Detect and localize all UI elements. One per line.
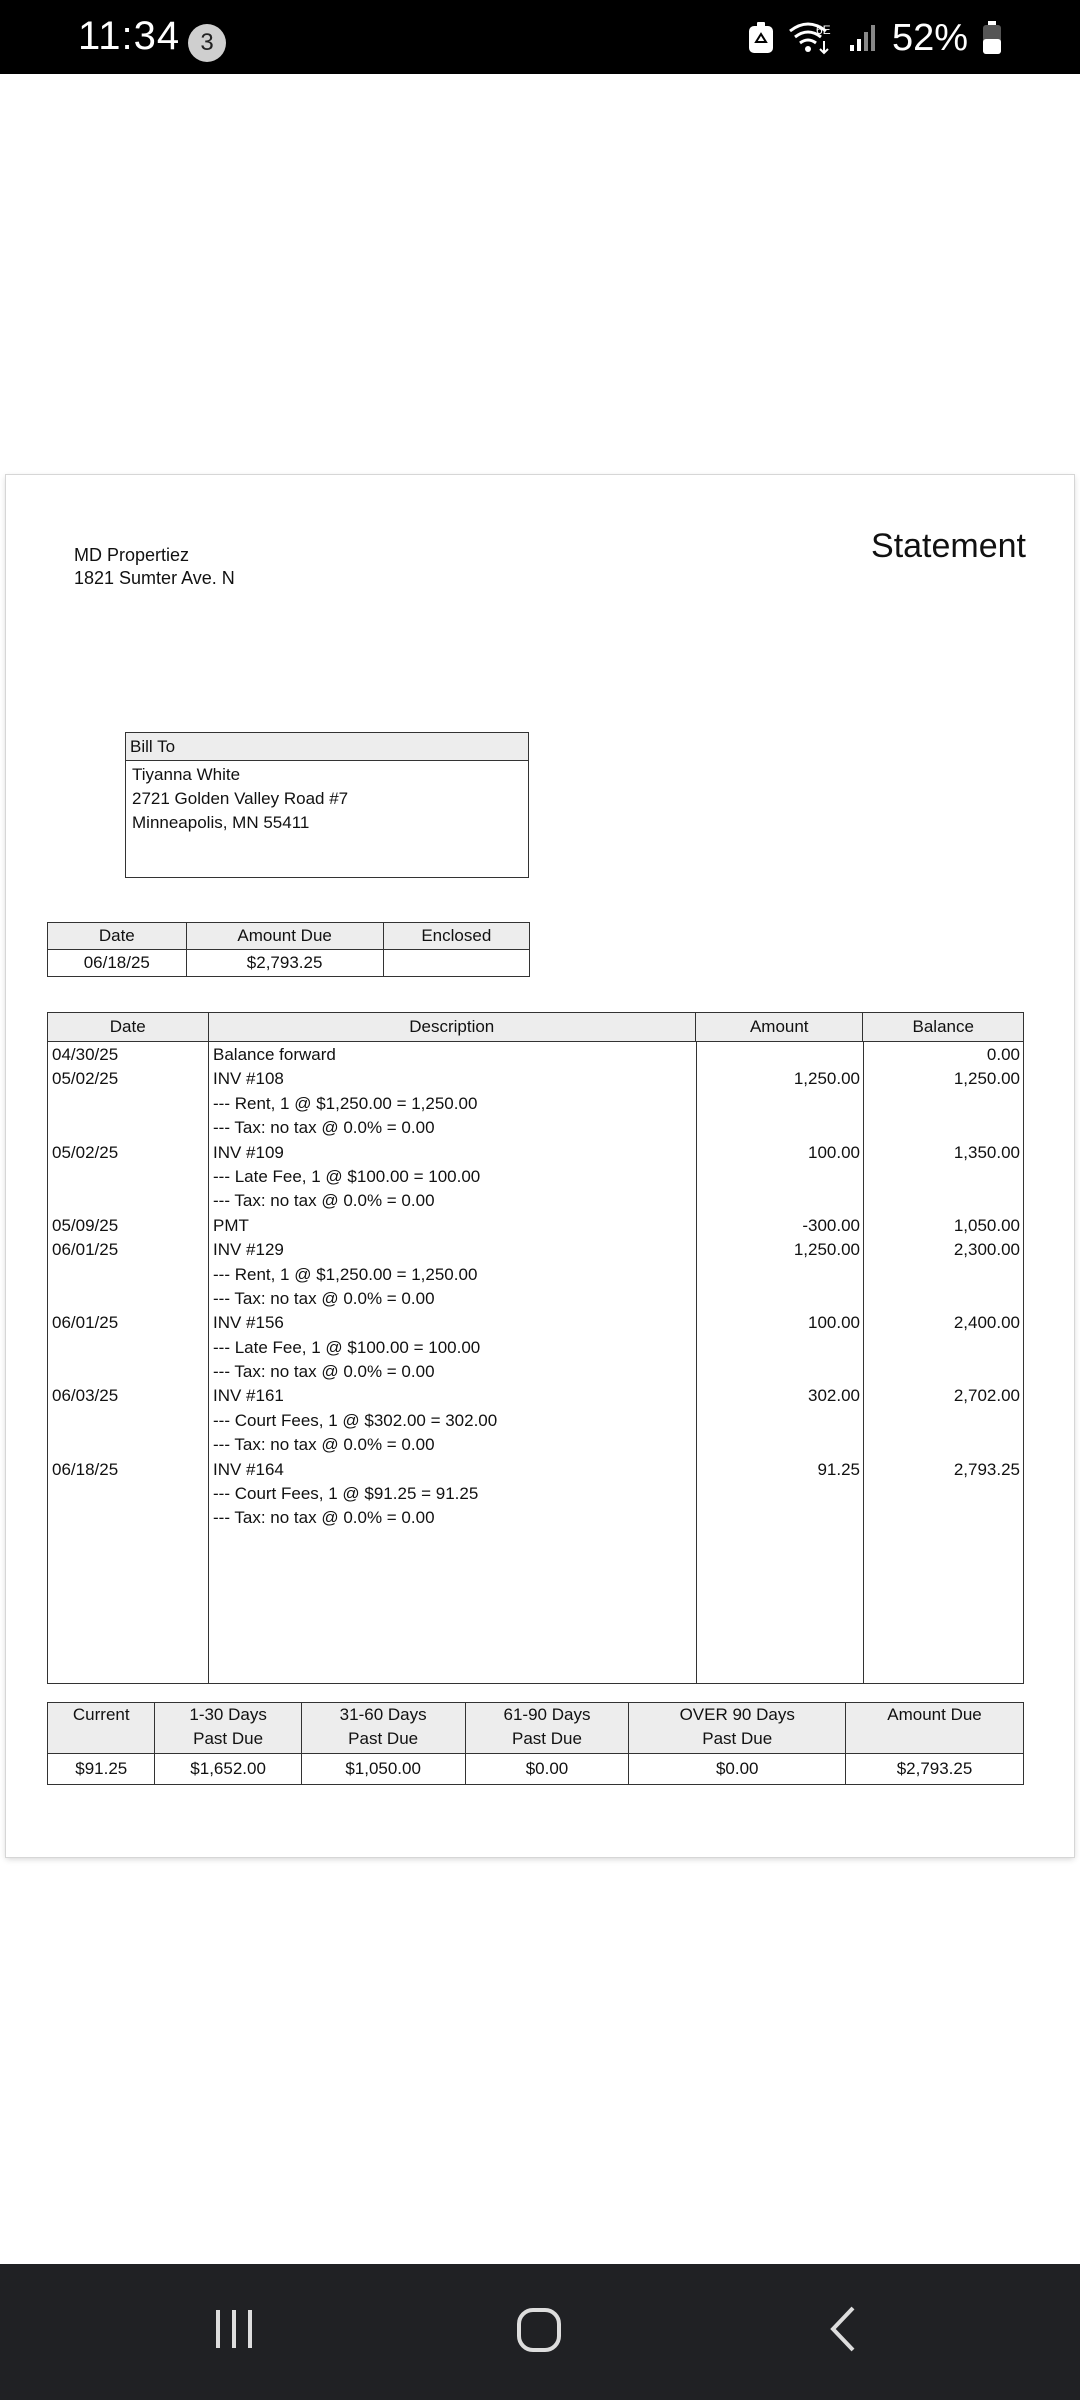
cell-amount	[696, 1433, 863, 1457]
header-date: Date	[48, 1013, 209, 1041]
cell-balance: 1,050.00	[953, 1215, 1020, 1235]
cell-description: --- Tax: no tax @ 0.0% = 0.00	[213, 1508, 435, 1528]
cell-date: 06/01/25	[52, 1313, 119, 1333]
cell-date: 05/09/25	[52, 1215, 119, 1235]
cell-amount: 100.00	[808, 1313, 860, 1333]
cell-date	[48, 1287, 208, 1311]
table-row	[48, 1384, 1023, 1408]
cell-date	[48, 1116, 208, 1140]
cell-amount: -300.00	[802, 1215, 860, 1235]
remit-header-amount-due: Amount Due	[186, 923, 383, 950]
cell-amount	[696, 1506, 863, 1530]
cell-amount	[696, 1409, 863, 1433]
cell-description: INV #164	[213, 1459, 284, 1479]
cell-amount	[696, 1263, 863, 1287]
cell-balance	[863, 1116, 1023, 1140]
status-icons	[748, 18, 1002, 58]
cell-amount: 91.25	[817, 1459, 860, 1479]
cell-balance	[863, 1409, 1023, 1433]
table-row	[48, 1360, 1023, 1384]
table-row	[48, 1214, 1023, 1238]
recycle-icon	[748, 22, 774, 54]
cell-balance: 1,350.00	[953, 1142, 1020, 1162]
aging-header-line: Amount Due	[887, 1705, 982, 1724]
cell-date: 06/01/25	[52, 1240, 119, 1260]
table-row	[48, 1238, 1023, 1262]
cell-amount	[696, 1360, 863, 1384]
aging-value: $91.25	[48, 1754, 155, 1785]
cell-balance	[863, 1287, 1023, 1311]
cell-date	[48, 1360, 208, 1384]
cell-description: INV #129	[213, 1240, 284, 1260]
cell-date	[48, 1506, 208, 1530]
cell-description: --- Tax: no tax @ 0.0% = 0.00	[213, 1118, 435, 1138]
battery-percent: 52%	[891, 16, 968, 59]
remit-enclosed	[383, 950, 529, 977]
aging-header	[465, 1703, 629, 1754]
cell-description: PMT	[213, 1215, 249, 1235]
cell-balance: 2,400.00	[953, 1313, 1020, 1333]
notification-count-badge: 3	[188, 24, 226, 62]
bill-to-box	[125, 732, 529, 878]
recents-icon[interactable]	[212, 2304, 258, 2359]
cell-balance	[863, 1506, 1023, 1530]
cell-balance	[863, 1433, 1023, 1457]
home-icon[interactable]	[515, 2304, 565, 2359]
cell-amount	[696, 1287, 863, 1311]
table-row	[48, 1189, 1023, 1213]
cell-date: 04/30/25	[52, 1045, 119, 1064]
bill-to-city: Minneapolis, MN 55411	[132, 813, 310, 832]
clock: 11:34	[78, 14, 181, 58]
cell-date: 06/03/25	[52, 1386, 119, 1406]
cell-description: --- Court Fees, 1 @ $302.00 = 302.00	[213, 1410, 498, 1430]
company-block	[74, 544, 235, 590]
cell-amount	[696, 1043, 863, 1067]
cell-date: 05/02/25	[52, 1142, 119, 1162]
company-name: MD Propertiez	[74, 545, 190, 565]
transactions-table	[47, 1012, 1024, 1684]
cell-date	[48, 1433, 208, 1457]
table-row	[48, 1067, 1023, 1091]
table-row	[48, 1287, 1023, 1311]
aging-header-line: 1-30 Days	[189, 1705, 267, 1724]
aging-header-line: Past Due	[348, 1729, 419, 1748]
cell-description: --- Late Fee, 1 @ $100.00 = 100.00	[213, 1166, 481, 1186]
transactions-header	[48, 1013, 1023, 1042]
cell-amount	[696, 1482, 863, 1506]
navigation-bar	[0, 2264, 1080, 2400]
back-icon[interactable]	[825, 2304, 861, 2359]
status-bar	[0, 0, 1080, 74]
cell-description: INV #161	[213, 1386, 284, 1406]
aging-header-line: 31-60 Days	[339, 1705, 427, 1724]
cell-description: --- Late Fee, 1 @ $100.00 = 100.00	[213, 1337, 481, 1357]
table-row	[48, 1482, 1023, 1506]
table-row	[48, 1141, 1023, 1165]
table-row	[48, 1092, 1023, 1116]
aging-value: $2,793.25	[846, 1754, 1024, 1785]
cell-balance	[863, 1360, 1023, 1384]
cell-date	[48, 1165, 208, 1189]
remit-amount-due: $2,793.25	[186, 950, 383, 977]
table-row	[48, 1433, 1023, 1457]
cell-balance: 2,702.00	[953, 1386, 1020, 1406]
table-row	[48, 1336, 1023, 1360]
battery-icon	[982, 21, 1002, 55]
cell-balance: 1,250.00	[953, 1069, 1020, 1089]
cell-description: --- Tax: no tax @ 0.0% = 0.00	[213, 1191, 435, 1211]
statement-document	[6, 475, 1074, 1857]
cell-description: INV #108	[213, 1069, 284, 1089]
table-row	[48, 1458, 1023, 1482]
cell-amount	[696, 1189, 863, 1213]
cell-amount	[696, 1092, 863, 1116]
header-description: Description	[209, 1013, 697, 1041]
document-title: Statement	[871, 527, 1026, 565]
bill-to-name: Tiyanna White	[132, 765, 241, 784]
cell-balance	[863, 1165, 1023, 1189]
cell-amount: 100.00	[808, 1142, 860, 1162]
remit-header-enclosed: Enclosed	[383, 923, 529, 950]
bill-to-heading: Bill To	[126, 733, 528, 761]
transactions-rows	[48, 1043, 1023, 1531]
cell-description: --- Rent, 1 @ $1,250.00 = 1,250.00	[213, 1264, 478, 1284]
aging-header-line: 61-90 Days	[503, 1705, 591, 1724]
company-address: 1821 Sumter Ave. N	[74, 568, 235, 588]
cell-date	[48, 1189, 208, 1213]
cell-date	[48, 1092, 208, 1116]
cell-description: Balance forward	[213, 1045, 336, 1064]
cell-balance: 2,793.25	[953, 1459, 1020, 1479]
cell-balance: 0.00	[986, 1045, 1020, 1064]
cell-description: --- Court Fees, 1 @ $91.25 = 91.25	[213, 1484, 479, 1504]
cell-balance	[863, 1092, 1023, 1116]
cell-description: --- Tax: no tax @ 0.0% = 0.00	[213, 1362, 435, 1382]
aging-header-line: Past Due	[702, 1729, 773, 1748]
bill-to-street: 2721 Golden Valley Road #7	[132, 789, 349, 808]
aging-header	[155, 1703, 301, 1754]
cell-description: --- Tax: no tax @ 0.0% = 0.00	[213, 1288, 435, 1308]
cell-description: INV #156	[213, 1313, 284, 1333]
table-row	[48, 1165, 1023, 1189]
cell-amount	[696, 1116, 863, 1140]
cell-date	[48, 1482, 208, 1506]
cell-amount: 1,250.00	[793, 1240, 860, 1260]
aging-value: $0.00	[629, 1754, 846, 1785]
table-row	[48, 1409, 1023, 1433]
aging-value: $1,050.00	[301, 1754, 465, 1785]
aging-header-line: Past Due	[193, 1729, 264, 1748]
remit-date: 06/18/25	[48, 950, 187, 977]
aging-header-line: Current	[72, 1705, 130, 1724]
signal-icon	[848, 23, 878, 53]
header-balance: Balance	[912, 1017, 974, 1036]
table-row	[48, 1263, 1023, 1287]
cell-amount: 1,250.00	[793, 1069, 860, 1089]
cell-date	[48, 1263, 208, 1287]
cell-description: --- Rent, 1 @ $1,250.00 = 1,250.00	[213, 1093, 478, 1113]
cell-amount: 302.00	[808, 1386, 860, 1406]
aging-header-line: Past Due	[512, 1729, 582, 1748]
table-row	[48, 1311, 1023, 1335]
aging-value: $1,652.00	[155, 1754, 301, 1785]
cell-description: --- Tax: no tax @ 0.0% = 0.00	[213, 1435, 435, 1455]
cell-balance	[863, 1263, 1023, 1287]
table-row	[48, 1116, 1023, 1140]
cell-date: 05/02/25	[52, 1069, 119, 1089]
aging-value: $0.00	[465, 1754, 629, 1785]
remittance-table	[47, 922, 530, 977]
aging-header	[629, 1703, 846, 1754]
cell-balance	[863, 1336, 1023, 1360]
aging-header	[301, 1703, 465, 1754]
cell-date	[48, 1336, 208, 1360]
network-type: 6E	[815, 23, 831, 37]
cell-balance: 2,300.00	[953, 1240, 1020, 1260]
cell-amount	[696, 1336, 863, 1360]
wifi-icon	[788, 21, 834, 55]
cell-description: INV #109	[213, 1142, 284, 1162]
cell-date: 06/18/25	[52, 1459, 119, 1479]
header-amount: Amount	[696, 1013, 863, 1041]
cell-balance	[863, 1189, 1023, 1213]
cell-date	[48, 1409, 208, 1433]
aging-header-line: OVER 90 Days	[679, 1705, 795, 1724]
table-row	[48, 1506, 1023, 1530]
cell-amount	[696, 1165, 863, 1189]
remit-header-date: Date	[48, 923, 187, 950]
table-row	[48, 1043, 1023, 1067]
aging-table	[47, 1702, 1024, 1785]
aging-header	[48, 1703, 155, 1754]
aging-header	[846, 1703, 1024, 1754]
cell-balance	[863, 1482, 1023, 1506]
